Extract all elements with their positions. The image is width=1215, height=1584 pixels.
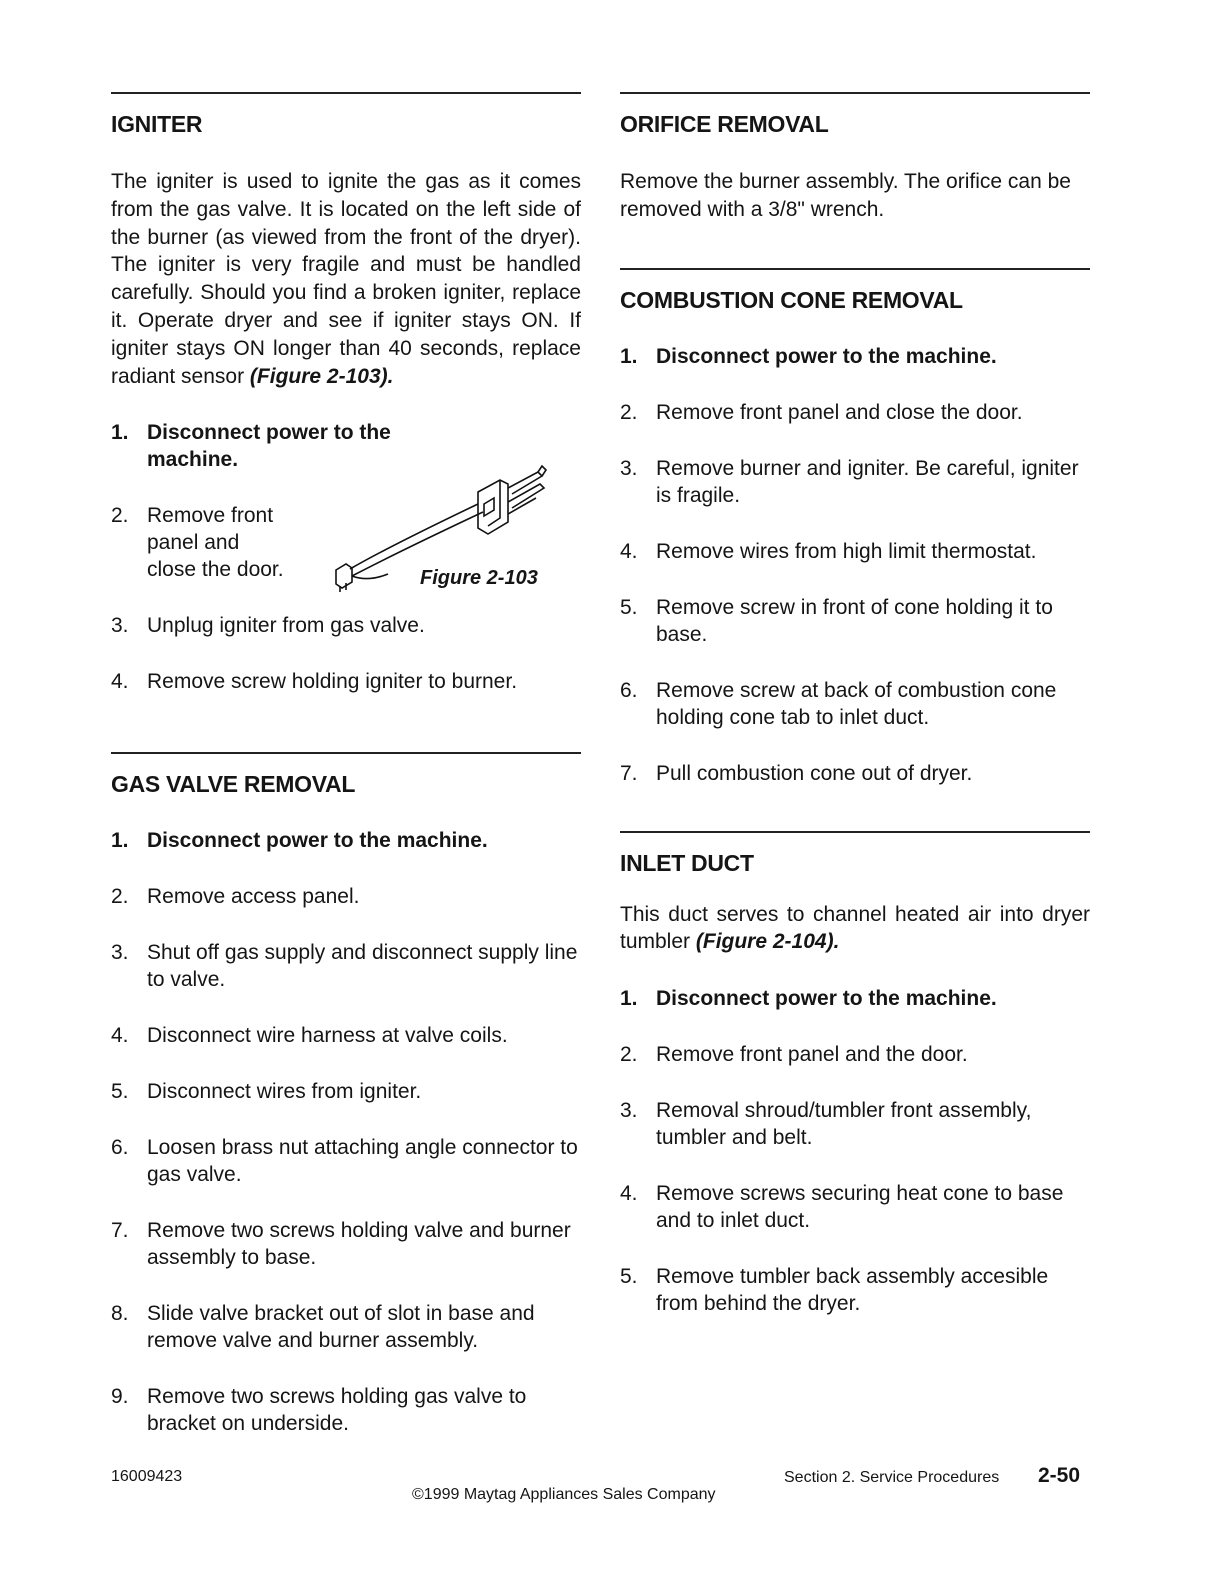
list-item [620, 1097, 1090, 1151]
step-text: Remove front panel and close the door. [656, 400, 1023, 424]
left-column [111, 92, 581, 1437]
list-item [620, 343, 1090, 370]
list-item [111, 612, 581, 639]
step-number: 1. [620, 987, 638, 1011]
list-item [620, 399, 1090, 426]
list-item [111, 1078, 581, 1105]
right-column [620, 92, 1090, 1317]
step-text: Remove screw holding igniter to burner. [147, 670, 518, 694]
step-number: 2. [620, 1043, 638, 1067]
list-item [620, 1041, 1090, 1068]
inlet-duct-steps [620, 985, 1090, 1317]
gas-valve-title: GAS VALVE REMOVAL [111, 771, 356, 798]
step-text: Slide valve bracket out of slot in base and remove valve and burner assembly. [147, 1302, 535, 1353]
step-number: 3. [620, 456, 638, 480]
step-text: Disconnect power to the machine. [147, 829, 488, 853]
step-text: Remove screws securing heat cone to base and to inlet duct. [656, 1182, 1064, 1233]
step-number: 2. [111, 885, 129, 909]
step-number: 7. [620, 761, 638, 785]
step-text: Remove screw in front of cone holding it to base. [656, 595, 1053, 646]
list-item [111, 939, 581, 993]
combustion-cone-title: COMBUSTION CONE REMOVAL [620, 286, 963, 313]
step-text: Disconnect power to the machine. [656, 344, 997, 368]
igniter-paragraph [111, 168, 581, 390]
list-item [620, 677, 1090, 731]
igniter-figure [328, 452, 558, 607]
step-text: Loosen brass nut attaching angle connector to gas valve. [147, 1136, 578, 1187]
list-item [111, 827, 581, 854]
igniter-figure-reference: (Figure 2-103). [249, 364, 394, 388]
step-text: Remove access panel. [147, 885, 360, 909]
step-number: 5. [620, 595, 638, 619]
combustion-cone-steps [620, 343, 1090, 787]
document-number: 16009423 [111, 1468, 183, 1485]
list-item [620, 985, 1090, 1012]
list-item [111, 883, 581, 910]
step-text: Remove two screws holding gas valve to bracket on underside. [147, 1385, 527, 1436]
list-item [620, 455, 1090, 509]
list-item [111, 1217, 581, 1271]
step-number: 1. [111, 829, 129, 853]
step-number: 4. [111, 670, 129, 694]
inlet-duct-figure-reference: (Figure 2-104). [695, 930, 840, 954]
gas-valve-steps [111, 827, 581, 1437]
step-number: 7. [111, 1219, 129, 1243]
list-item [620, 538, 1090, 565]
step-number: 5. [620, 1265, 638, 1289]
section-rule [111, 92, 581, 94]
igniter-title: IGNITER [111, 111, 203, 137]
inlet-duct-title: INLET DUCT [620, 849, 754, 876]
step-number: 3. [111, 941, 129, 965]
copyright-notice: ©1999 Maytag Appliances Sales Company [412, 1486, 716, 1503]
step-text: Disconnect wire harness at valve coils. [147, 1024, 508, 1048]
step-text: Remove burner and igniter. Be careful, igniter is fragile. [656, 456, 1079, 507]
section-rule [620, 92, 1090, 94]
step-number: 8. [111, 1302, 129, 1326]
section-rule [620, 268, 1090, 270]
orifice-paragraph: Remove the burner assembly. The orifice can be removed with a 3/8" wrench. [620, 170, 1071, 221]
list-item [111, 1383, 581, 1437]
inlet-duct-paragraph [620, 901, 1090, 957]
figure-caption: Figure 2-103 [420, 567, 538, 589]
list-item [620, 1263, 1090, 1317]
step-text: Remove front panel and close the door. [147, 504, 284, 582]
list-item [620, 1180, 1090, 1234]
section-label: Section 2. Service Procedures [784, 1469, 1000, 1486]
step-number: 4. [111, 1024, 129, 1048]
orifice-title: ORIFICE REMOVAL [620, 111, 829, 137]
section-rule [620, 831, 1090, 833]
step-number: 3. [620, 1099, 638, 1123]
list-item [111, 1134, 581, 1188]
step-number: 2. [620, 400, 638, 424]
step-text: Remove wires from high limit thermostat. [656, 539, 1037, 563]
step-number: 5. [111, 1080, 129, 1104]
step-text: Remove front panel and the door. [656, 1043, 968, 1067]
step-number: 1. [620, 344, 638, 368]
step-text: Removal shroud/tumbler front assembly, tumbler and belt. [656, 1099, 1032, 1150]
step-text: Remove tumbler back assembly accesible from behind the dryer. [656, 1265, 1049, 1316]
step-number: 9. [111, 1385, 129, 1409]
step-number: 4. [620, 539, 638, 563]
step-number: 3. [111, 614, 129, 638]
list-item [111, 1300, 581, 1354]
step-text: Remove screw at back of combustion cone holding cone tab to inlet duct. [656, 678, 1057, 729]
step-number: 1. [111, 421, 129, 445]
step-text: Remove two screws holding valve and burner assembly to base. [147, 1219, 571, 1270]
step-number: 2. [111, 504, 129, 528]
inlet-duct-paragraph-text: This duct serves to channel heated air into dryer tumbler [620, 902, 1090, 954]
page-number: 2-50 [1038, 1464, 1081, 1487]
step-number: 6. [111, 1136, 129, 1160]
step-text: Shut off gas supply and disconnect supply line to valve. [147, 941, 578, 992]
step-text: Disconnect wires from igniter. [147, 1080, 422, 1104]
step-number: 4. [620, 1182, 638, 1206]
step-text: Unplug igniter from gas valve. [147, 614, 425, 638]
list-item [111, 1022, 581, 1049]
step-text: Disconnect power to the machine. [656, 987, 997, 1011]
igniter-paragraph-text: The igniter is used to ignite the gas as it comes from the gas valve. It is located on the left side of the burner (as viewed from the front of the dryer). The igniter is very fragile and must be handled carefully. Should you find a broken igniter, replace it. Operate dryer and see if igniter stays ON. If igniter stays ON longer than 40 seconds, replace radiant sensor [111, 170, 581, 388]
list-item [620, 594, 1090, 648]
section-rule [111, 752, 581, 754]
step-number: 6. [620, 678, 638, 702]
list-item [620, 760, 1090, 787]
step-text: Pull combustion cone out of dryer. [656, 761, 973, 785]
step-text: Disconnect power to the machine. [147, 421, 391, 472]
list-item [111, 668, 581, 695]
